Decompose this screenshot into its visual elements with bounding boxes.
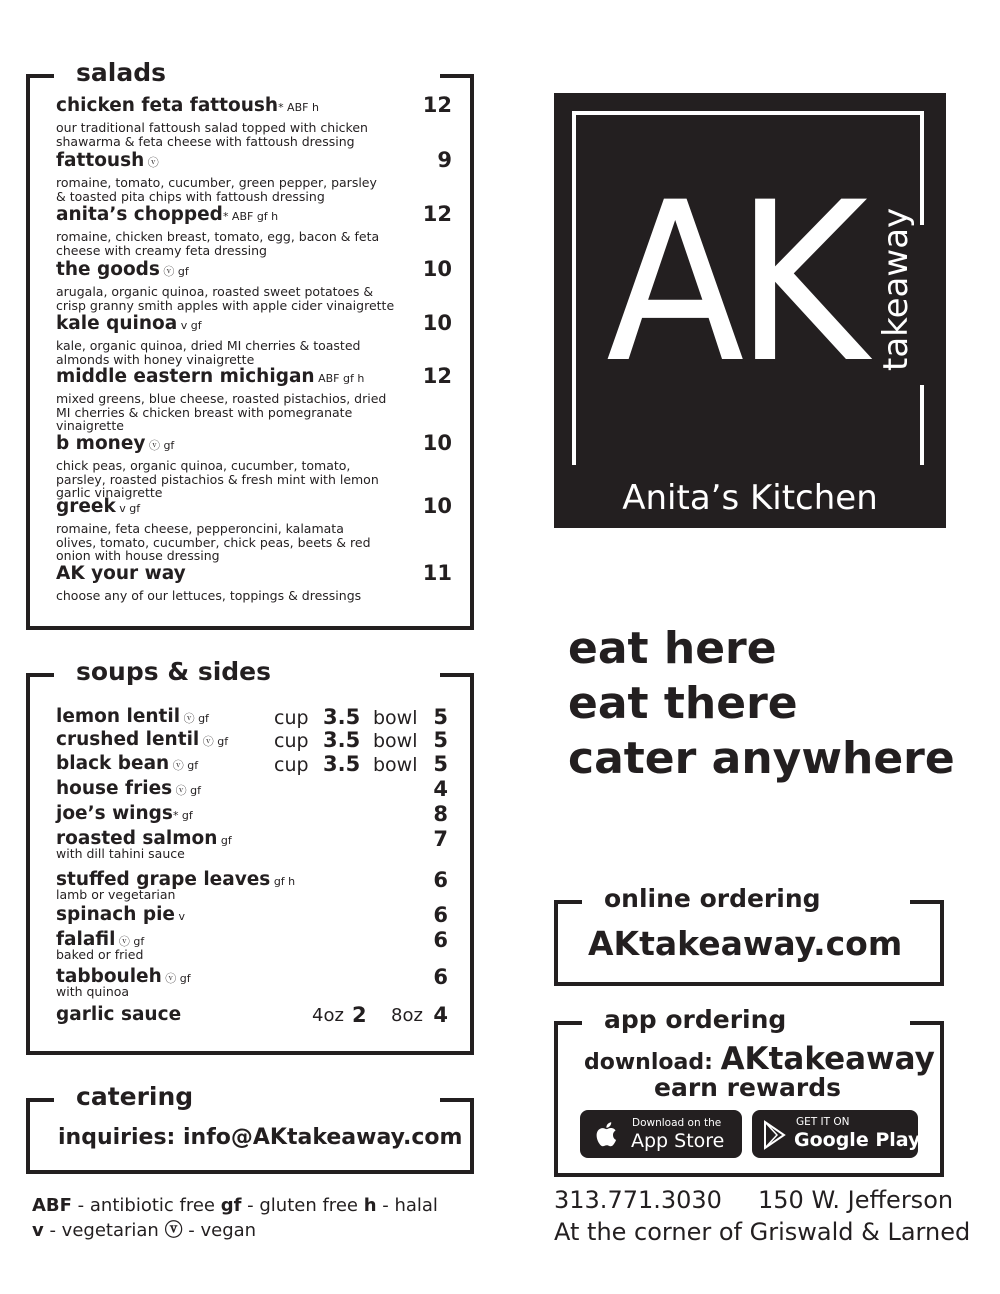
- phone-number[interactable]: 313.771.3030: [554, 1186, 722, 1214]
- soup-tags: ⓥ gf: [172, 784, 201, 797]
- soup-price: 6: [433, 928, 448, 952]
- soup-tags: ⓥ gf: [169, 759, 199, 772]
- bowl-label: bowl: [373, 707, 418, 729]
- salad-description: romaine, chicken breast, tomato, egg, bacon & feta cheese with creamy feta dressing: [56, 229, 380, 258]
- garlic-small-price: 2: [352, 1003, 367, 1027]
- salad-item: [56, 202, 456, 258]
- salad-price: 12: [422, 93, 452, 117]
- salad-price: 10: [422, 257, 452, 281]
- salad-description: our traditional fattoush salad topped with chicken shawarma & feta cheese with fattoush dressing: [56, 120, 368, 149]
- soup-tags: gf h: [270, 875, 296, 888]
- soup-price: 5: [433, 728, 448, 752]
- soup-item: [56, 868, 448, 902]
- soup-price: 5: [433, 705, 448, 729]
- salad-price: 9: [437, 148, 452, 172]
- address-corner: At the corner of Griswald & Larned: [554, 1218, 971, 1246]
- soup-name: roasted salmon: [56, 828, 218, 849]
- garlic-small-label: 4oz: [312, 1005, 344, 1026]
- salad-tags: ABF gf h: [314, 372, 365, 385]
- salad-name: greek: [56, 496, 116, 517]
- catering-title: catering: [76, 1082, 194, 1111]
- soup-name: falafil: [56, 929, 116, 950]
- salad-tags: ⓥ: [144, 156, 159, 169]
- logo-takeaway: takeaway: [876, 207, 916, 371]
- soup-tags: gf: [217, 834, 232, 847]
- soup-tags: ⓥ gf: [199, 735, 229, 748]
- soup-item: [56, 706, 448, 730]
- salad-tags: * ABF h: [278, 101, 319, 114]
- salad-tags: ⓥ gf: [145, 439, 175, 452]
- app-rewards: earn rewards: [654, 1073, 842, 1102]
- legend-line-1: ABF - antibiotic free gf - gluten free h - halal: [32, 1195, 438, 1216]
- salad-item: [56, 93, 456, 149]
- online-ordering-url[interactable]: AKtakeaway.com: [588, 924, 903, 963]
- app-store-badge[interactable]: [580, 1110, 742, 1158]
- soup-price: 6: [433, 903, 448, 927]
- salad-price: 12: [422, 202, 452, 226]
- app-store-small: Download on the: [632, 1117, 722, 1129]
- online-ordering-title: online ordering: [604, 884, 821, 913]
- soups-title: soups & sides: [76, 657, 272, 686]
- soup-subtext: baked or fried: [56, 947, 144, 962]
- apple-icon: [594, 1119, 620, 1149]
- salad-description: kale, organic quinoa, dried MI cherries & toasted almonds with honey vinaigrette: [56, 338, 361, 367]
- soup-item: [56, 1004, 448, 1028]
- catering-section: [26, 1082, 474, 1174]
- soup-price: 7: [433, 827, 448, 851]
- salad-description: arugala, organic quinoa, roasted sweet potatoes & crisp granny smith apples with apple cider vinaigrette: [56, 284, 395, 313]
- catering-inquiries[interactable]: inquiries: info@AKtakeaway.com: [58, 1125, 463, 1150]
- salad-price: 10: [422, 311, 452, 335]
- salad-item: [56, 364, 456, 433]
- salad-item: [56, 561, 456, 603]
- google-play-small: GET IT ON: [796, 1116, 850, 1128]
- soup-name: tabbouleh: [56, 966, 162, 987]
- cup-price: 3.5: [323, 705, 361, 729]
- salad-description: chick peas, organic quinoa, cucumber, tomato, parsley, roasted pistachios & fresh mint with lemon garlic vinaigrette: [56, 458, 379, 500]
- salad-item: [56, 494, 456, 563]
- app-ordering-title: app ordering: [604, 1005, 787, 1034]
- salad-name: b money: [56, 433, 146, 454]
- google-play-badge[interactable]: [752, 1110, 921, 1158]
- google-play-big: Google Play: [794, 1129, 921, 1151]
- salad-name: AK your way: [56, 563, 186, 584]
- soup-price: 5: [433, 752, 448, 776]
- soup-item: [56, 827, 448, 861]
- soup-item: [56, 965, 448, 999]
- salad-name: middle eastern michigan: [56, 366, 315, 387]
- soup-name: crushed lentil: [56, 729, 200, 750]
- soup-name: garlic sauce: [56, 1004, 182, 1025]
- address: 150 W. Jefferson: [758, 1186, 954, 1214]
- soup-price: 8: [433, 802, 448, 826]
- soup-name: stuffed grape leaves: [56, 869, 271, 890]
- online-ordering-section: [554, 884, 944, 986]
- soup-price: 4: [433, 1003, 448, 1027]
- salad-description: romaine, feta cheese, pepperoncini, kalamata olives, tomato, cucumber, chick peas, beets & red onion with house dressing: [56, 521, 371, 563]
- salad-description: romaine, tomato, cucumber, green pepper, parsley & toasted pita chips with fattoush dressing: [56, 175, 377, 204]
- google-play-icon: [762, 1120, 788, 1150]
- soup-item: [56, 729, 448, 753]
- soup-price: 6: [433, 868, 448, 892]
- app-download: download: AKtakeaway: [584, 1041, 935, 1077]
- soup-tags: v: [174, 910, 185, 923]
- soup-name: spinach pie: [56, 904, 175, 925]
- cup-label: cup: [274, 730, 309, 752]
- cup-label: cup: [274, 754, 309, 776]
- soup-subtext: with dill tahini sauce: [56, 846, 185, 861]
- cup-price: 3.5: [323, 728, 361, 752]
- salad-item: [56, 431, 456, 500]
- soup-price: 4: [433, 777, 448, 801]
- soup-item: [56, 753, 448, 777]
- salad-item: [56, 148, 456, 204]
- salad-tags: v gf: [177, 319, 202, 332]
- salad-price: 12: [422, 364, 452, 388]
- tagline-line-1: eat here: [568, 623, 777, 674]
- soup-price: 6: [433, 965, 448, 989]
- soup-name: lemon lentil: [56, 706, 181, 727]
- salads-title: salads: [76, 58, 166, 87]
- bowl-label: bowl: [373, 730, 418, 752]
- soup-tags: ⓥ gf: [180, 712, 209, 725]
- salad-price: 11: [422, 561, 452, 585]
- salad-item: [56, 257, 456, 313]
- cup-label: cup: [274, 707, 309, 729]
- salad-description: choose any of our lettuces, toppings & dressings: [56, 588, 362, 603]
- legend-line-2: v - vegetarian ⓥ - vegan: [32, 1220, 257, 1241]
- soup-name: joe’s wings: [56, 803, 173, 824]
- vegan-icon: ⓥ: [164, 1220, 183, 1241]
- soup-item: [56, 803, 448, 827]
- soup-name: black bean: [56, 753, 170, 774]
- salad-item: [56, 311, 456, 367]
- soup-subtext: lamb or vegetarian: [56, 887, 176, 902]
- ak-takeaway-logo: [554, 93, 946, 528]
- logo-restaurant-name: Anita’s Kitchen: [622, 478, 878, 518]
- tagline-line-3: cater anywhere: [568, 733, 955, 784]
- soup-subtext: with quinoa: [56, 984, 130, 999]
- salad-description: mixed greens, blue cheese, roasted pistachios, dried MI cherries & chicken breast with pomegranate vinaigrette: [56, 391, 387, 433]
- bowl-label: bowl: [373, 754, 418, 776]
- salad-name: chicken feta fattoush: [56, 95, 279, 116]
- soup-item: [56, 778, 448, 802]
- soup-tags: * gf: [172, 809, 193, 822]
- salad-price: 10: [422, 431, 452, 455]
- salad-tags: v gf: [115, 502, 141, 515]
- salad-price: 10: [422, 494, 452, 518]
- garlic-large-label: 8oz: [391, 1005, 423, 1026]
- soup-item: [56, 928, 448, 962]
- app-store-big: App Store: [631, 1130, 725, 1152]
- salad-name: fattoush: [56, 150, 145, 171]
- salad-name: anita’s chopped: [56, 204, 223, 225]
- salad-tags: * ABF gf h: [222, 210, 279, 223]
- soup-item: [56, 904, 448, 928]
- tagline-line-2: eat there: [568, 678, 798, 729]
- logo-letters: AK: [606, 155, 859, 411]
- soup-name: house fries: [56, 778, 173, 799]
- salad-name: the goods: [56, 259, 160, 280]
- soup-tags: ⓥ gf: [115, 935, 145, 948]
- salad-tags: ⓥ gf: [159, 265, 189, 278]
- soup-tags: ⓥ gf: [161, 972, 191, 985]
- cup-price: 3.5: [323, 752, 361, 776]
- salad-name: kale quinoa: [56, 313, 178, 334]
